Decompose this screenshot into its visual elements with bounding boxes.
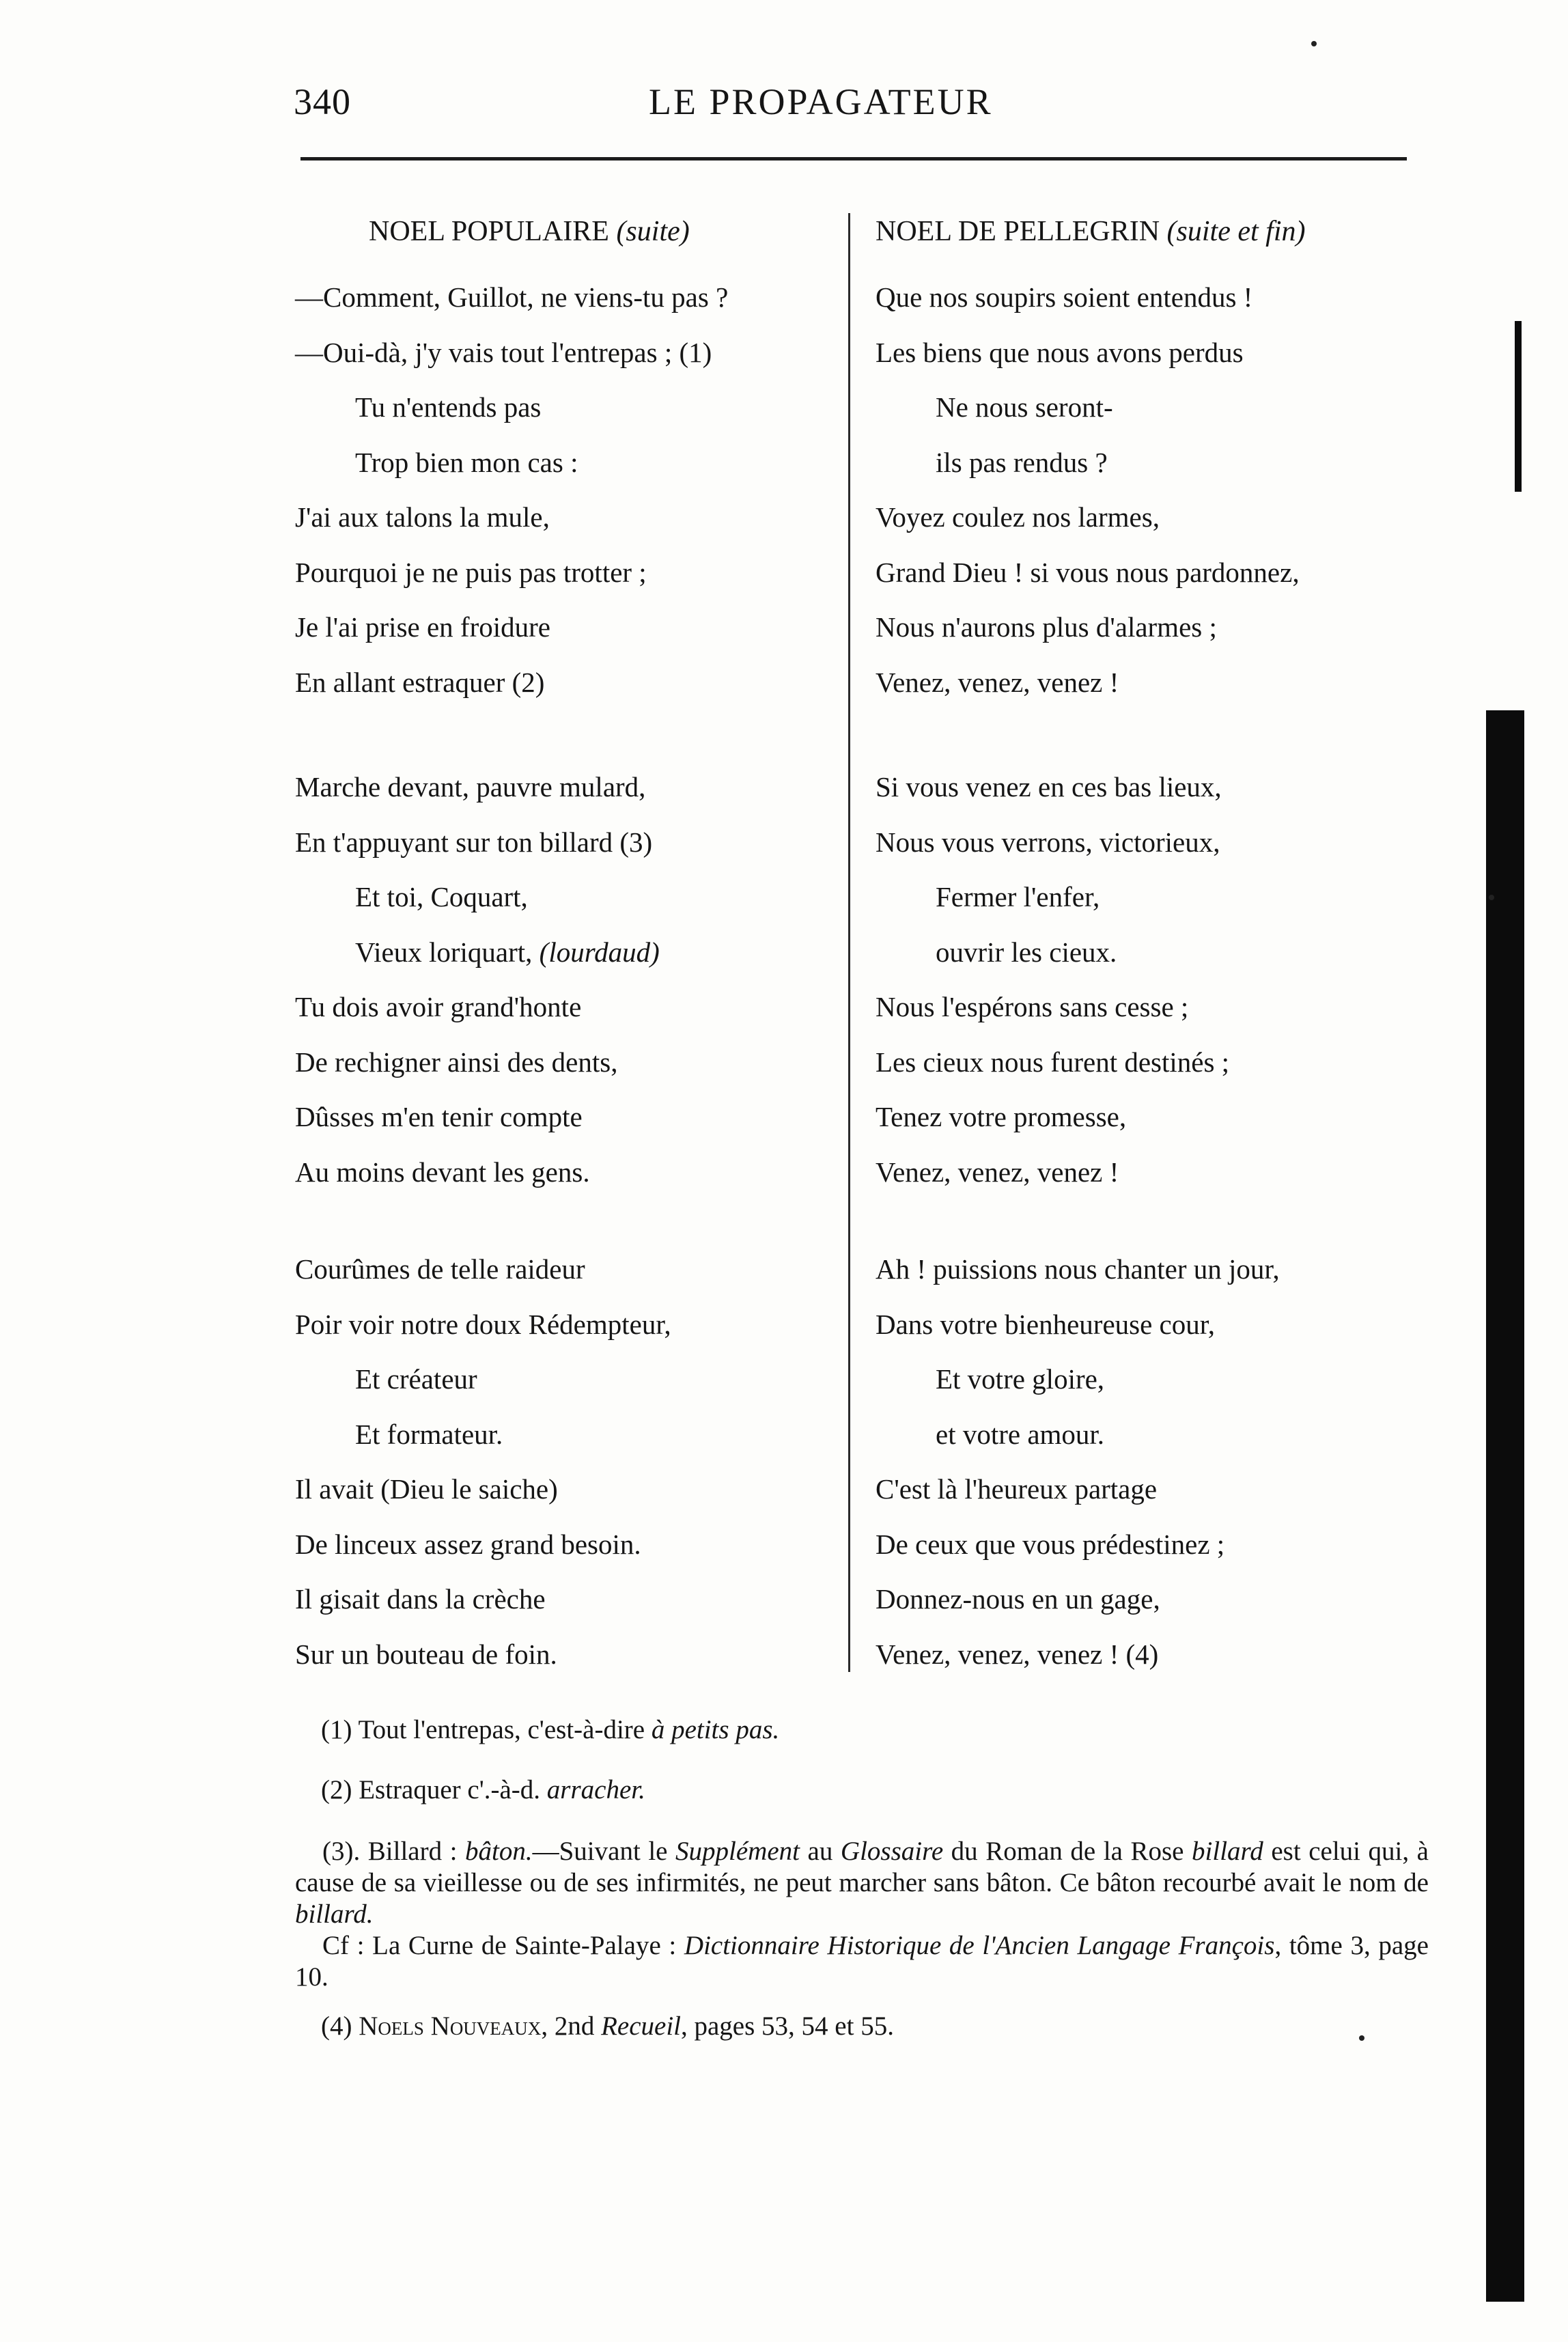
footnote-3-paragraph (295, 1836, 1429, 1930)
verse-line: Et votre gloire, (936, 1363, 1105, 1395)
left-stanza-1 (295, 270, 728, 710)
right-stanza-2 (876, 759, 1229, 1199)
verse-line: De linceux assez grand besoin. (295, 1528, 641, 1560)
header-rule (300, 157, 1407, 161)
verse-line: De ceux que vous prédestinez ; (876, 1528, 1225, 1560)
scan-speck (1489, 895, 1494, 900)
verse-line: Au moins devant les gens. (295, 1156, 590, 1188)
verse-line: Marche devant, pauvre mulard, (295, 771, 646, 803)
footnote-italic: billard (1192, 1837, 1263, 1866)
verse-line: Nous l'espérons sans cesse ; (876, 991, 1189, 1022)
verse-line: Grand Dieu ! si vous nous pardonnez, (876, 556, 1300, 588)
footnote-text: (1) Tout l'entrepas, c'est-à-dire (321, 1715, 652, 1744)
verse-line: Et créateur (355, 1363, 477, 1395)
left-column-title (369, 215, 690, 248)
verse-line: Sur un bouteau de foin. (295, 1638, 557, 1670)
footnote-text: —Suivant le (532, 1837, 676, 1866)
verse-line: C'est là l'heureux partage (876, 1473, 1158, 1505)
verse-line: Et formateur. (355, 1418, 503, 1450)
footnote-text: (2) Estraquer c'.-à-d. (321, 1775, 547, 1804)
footnote-text: , tôme 3, page 10. (295, 1931, 1429, 1992)
verse-line: Dûsses m'en tenir compte (295, 1101, 583, 1132)
verse-line: ils pas rendus ? (936, 446, 1108, 478)
verse-line: Nous vous verrons, victorieux, (876, 826, 1220, 858)
footnote-text: (4) (321, 2011, 359, 2041)
page-number: 340 (294, 81, 351, 122)
footnote-italic: billard. (295, 1899, 374, 1929)
verse-line: Je l'ai prise en froidure (295, 611, 550, 643)
scan-edge-shadow (1486, 710, 1524, 2302)
verse-line: Tu dois avoir grand'honte (295, 991, 582, 1022)
footnote-italic: à petits pas. (651, 1715, 780, 1744)
verse-line: Venez, venez, venez ! (876, 1156, 1119, 1188)
footnote-italic: Recueil (601, 2011, 681, 2041)
right-column-title (876, 215, 1306, 248)
footnote-smallcaps: Noels Nouveaux (359, 2011, 542, 2041)
verse-line: Il gisait dans la crèche (295, 1583, 546, 1615)
verse-line: Pourquoi je ne puis pas trotter ; (295, 556, 647, 588)
verse-line: Et toi, Coquart, (355, 881, 528, 912)
verse-line: Donnez-nous en un gage, (876, 1583, 1160, 1615)
right-stanza-3 (876, 1242, 1280, 1682)
footnote-italic: Supplément (675, 1837, 800, 1866)
verse-line: —Oui-dà, j'y vais tout l'entrepas ; (1) (295, 336, 712, 368)
verse-line: Dans votre bienheureuse cour, (876, 1308, 1216, 1340)
verse-line: et votre amour. (936, 1418, 1105, 1450)
verse-line: Voyez coulez nos larmes, (876, 501, 1160, 533)
footnote-2 (321, 1774, 645, 1806)
verse-line: Venez, venez, venez ! (876, 666, 1119, 698)
footnote-italic: arracher. (546, 1775, 645, 1804)
left-stanza-3 (295, 1242, 671, 1682)
right-title-text: NOEL DE PELLEGRIN (876, 216, 1160, 247)
footnote-text: Cf : La Curne de Sainte-Palaye : (322, 1931, 684, 1960)
verse-line: Si vous venez en ces bas lieux, (876, 771, 1222, 803)
right-title-suffix: (suite et fin) (1166, 216, 1306, 247)
footnote-italic: Dictionnaire Historique de l'Ancien Langage François (684, 1931, 1275, 1960)
verse-line-with-gloss (295, 925, 660, 980)
footnote-3-reference (295, 1930, 1429, 1993)
running-head: LE PROPAGATEUR (649, 81, 993, 122)
verse-line: En t'appuyant sur ton billard (3) (295, 826, 653, 858)
left-title-text: NOEL POPULAIRE (369, 216, 609, 247)
gloss-lourdaud: (lourdaud) (539, 936, 660, 968)
verse-line: ouvrir les cieux. (936, 936, 1117, 968)
verse-line: Que nos soupirs soient entendus ! (876, 281, 1253, 313)
footnote-text: du Roman de la Rose (943, 1837, 1192, 1866)
footnote-text: , pages 53, 54 et 55. (681, 2011, 894, 2041)
footnote-3 (295, 1836, 1429, 1993)
footnote-italic: bâton. (465, 1837, 533, 1866)
scan-edge-mark (1515, 321, 1522, 492)
verse-line: Poir voir notre doux Rédempteur, (295, 1308, 671, 1340)
verse-line: De rechigner ainsi des dents, (295, 1046, 618, 1078)
left-stanza-2 (295, 759, 660, 1199)
verse-line: Ah ! puissions nous chanter un jour, (876, 1253, 1280, 1285)
footnote-text: , 2nd (541, 2011, 602, 2041)
footnote-text: au (800, 1837, 841, 1866)
verse-line: J'ai aux talons la mule, (295, 501, 550, 533)
verse-line: Trop bien mon cas : (355, 446, 578, 478)
verse-line: Les biens que nous avons perdus (876, 336, 1244, 368)
right-stanza-1 (876, 270, 1300, 710)
footnote-1 (321, 1714, 779, 1746)
verse-line: Venez, venez, venez ! (4) (876, 1638, 1159, 1670)
footnote-text: (3). Billard : (322, 1837, 466, 1866)
verse-line: Ne nous seront- (936, 391, 1113, 423)
verse-line: Fermer l'enfer, (936, 881, 1100, 912)
verse-line: Les cieux nous furent destinés ; (876, 1046, 1230, 1078)
footnote-4 (321, 2011, 894, 2042)
verse-line: Il avait (Dieu le saiche) (295, 1473, 558, 1505)
verse-line: Vieux loriquart, (355, 936, 533, 968)
verse-line: Tenez votre promesse, (876, 1101, 1127, 1132)
verse-line: —Comment, Guillot, ne viens-tu pas ? (295, 281, 729, 313)
scan-speck (1359, 2035, 1364, 2041)
footnote-text: est celui qui, à cause de sa vieillesse ou de ses infirmités, ne peut marcher sans bâton. Ce bâton recourbé avait le nom de (295, 1837, 1429, 1897)
scan-speck (1311, 41, 1317, 46)
left-title-suffix: (suite) (616, 216, 690, 247)
verse-line: En allant estraquer (2) (295, 666, 545, 698)
footnote-italic: Glossaire (840, 1837, 944, 1866)
column-divider (848, 213, 850, 1672)
verse-line: Courûmes de telle raideur (295, 1253, 585, 1285)
verse-line: Nous n'aurons plus d'alarmes ; (876, 611, 1217, 643)
verse-line: Tu n'entends pas (355, 391, 542, 423)
